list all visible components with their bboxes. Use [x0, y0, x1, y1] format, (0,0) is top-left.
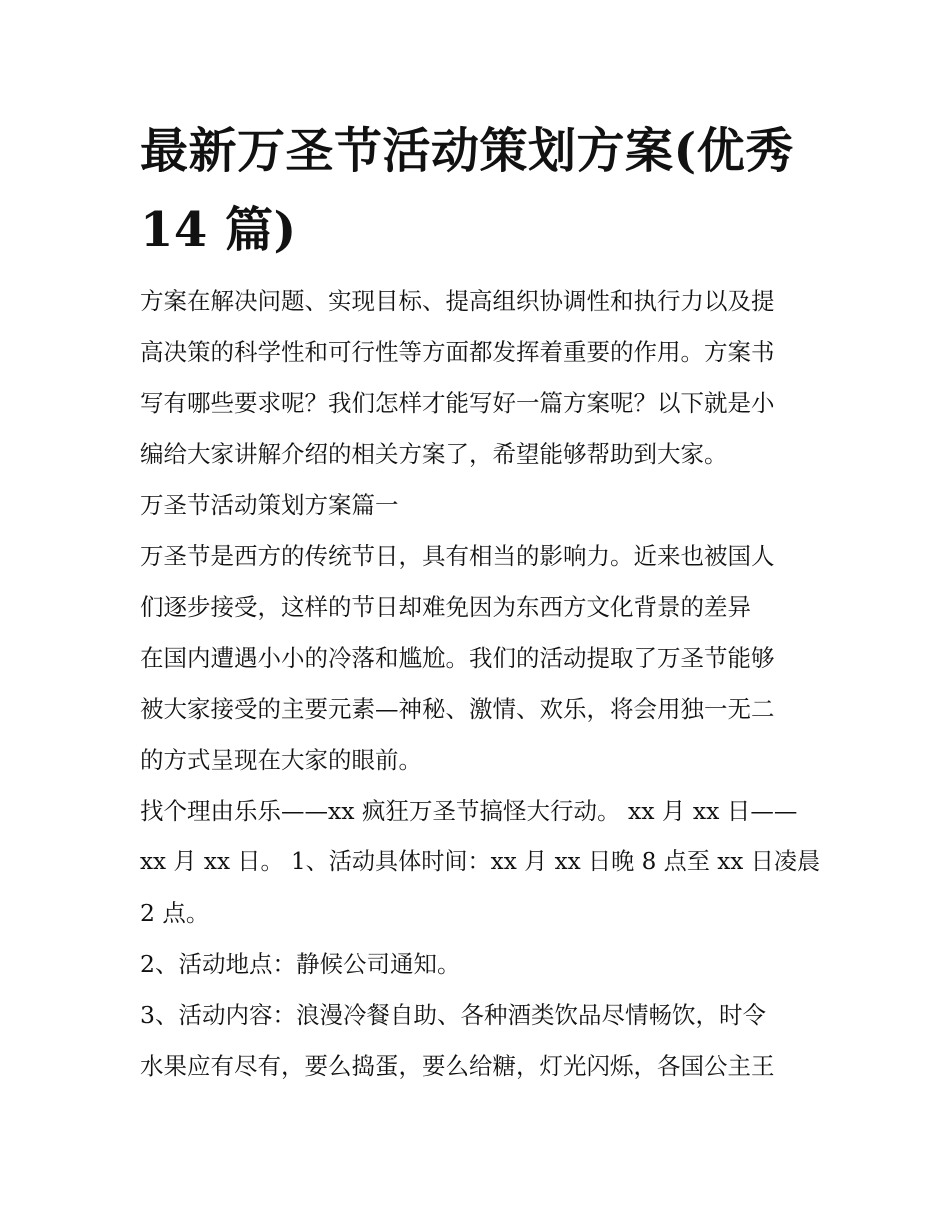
paragraph-line: 们逐步接受，这样的节日却难免因为东西方文化背景的差异	[140, 593, 751, 621]
paragraph-line: 找个理由乐乐——xx 疯狂万圣节搞怪大行动。 xx 月 xx 日——	[140, 797, 798, 825]
title-line-2: 14 篇)	[140, 202, 297, 258]
list-item: 3、活动内容：浪漫冷餐自助、各种酒类饮品尽情畅饮，时令	[140, 1001, 766, 1029]
paragraph-line: 方案在解决问题、实现目标、提高组织协调性和执行力以及提	[140, 287, 775, 315]
paragraph-line: 写有哪些要求呢？我们怎样才能写好一篇方案呢？以下就是小	[140, 389, 775, 417]
title-line-1: 最新万圣节活动策划方案(优秀	[140, 123, 794, 179]
paragraph-line: 万圣节是西方的传统节日，具有相当的影响力。近来也被国人	[140, 542, 775, 570]
paragraph-line: xx 月 xx 日。 1、活动具体时间：xx 月 xx 日晚 8 点至 xx 日凌晨	[140, 849, 821, 875]
paragraph-line: 水果应有尽有，要么捣蛋，要么给糖，灯光闪烁，各国公主王	[140, 1052, 775, 1080]
paragraph-line: 的方式呈现在大家的眼前。	[140, 746, 422, 774]
paragraph-line: 被大家接受的主要元素—神秘、激情、欢乐，将会用独一无二	[140, 695, 775, 723]
paragraph-line: 在国内遭遇小小的冷落和尴尬。我们的活动提取了万圣节能够	[140, 644, 775, 672]
list-item: 2、活动地点：静候公司通知。	[140, 950, 461, 978]
section-heading: 万圣节活动策划方案篇一	[140, 491, 399, 519]
paragraph-line: 2 点。	[140, 899, 210, 927]
document-body	[140, 276, 820, 1092]
paragraph-line: 高决策的科学性和可行性等方面都发挥着重要的作用。方案书	[140, 338, 775, 366]
document-title	[140, 112, 820, 270]
paragraph-line: 编给大家讲解介绍的相关方案了，希望能够帮助到大家。	[140, 440, 728, 468]
